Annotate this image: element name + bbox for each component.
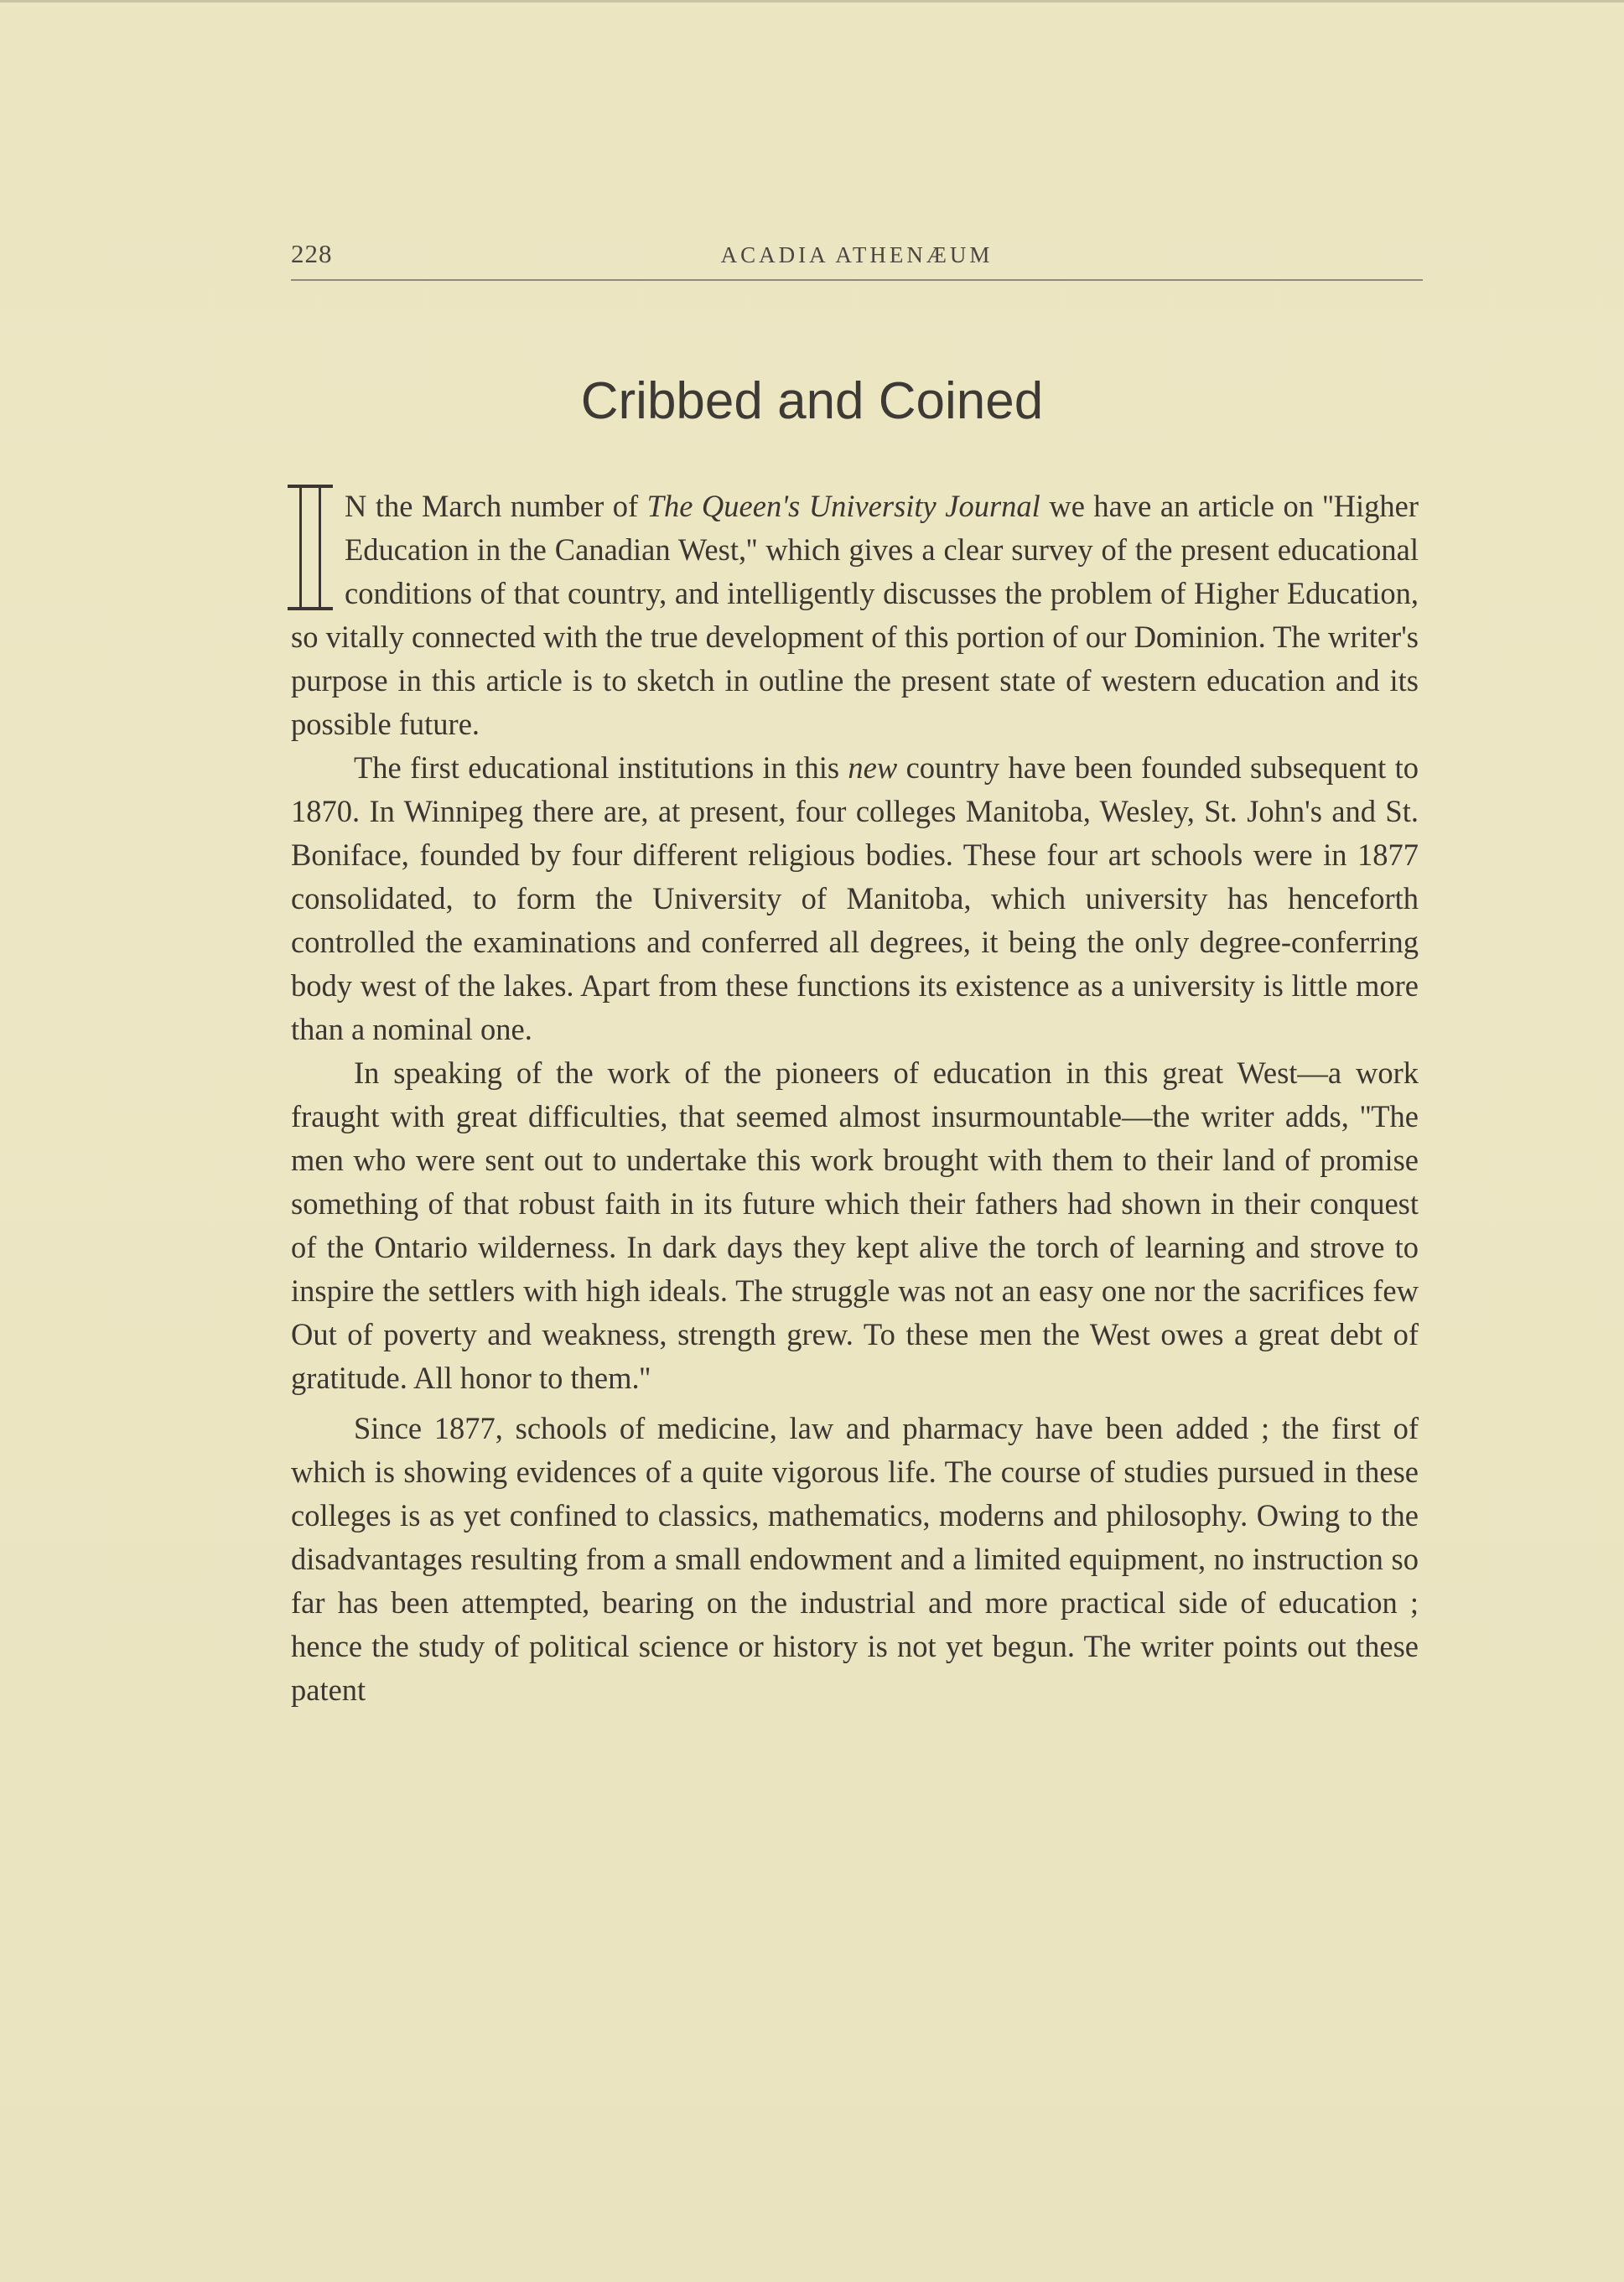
paragraph-3: In speaking of the work of the pioneers of education in this great West—a work fraught with great difficulties, that seemed almost insurmountable—the writer adds, ''The men who were sent out to undertake this work brought with them to their land of promise something of that robust faith in its future which their fathers had shown in their conquest of the Ontario wilderness. In dark days they kept alive the torch of learning and strove to inspire the settlers with high ideals. The struggle was not an easy one nor the sacrifices few Out of poverty and weakness, strength grew. To these men the West owes a great debt of gratitude. All honor to them.'' [291,1055,1419,1395]
paragraph-4: Since 1877, schools of medicine, law and pharmacy have been added ; the first of which is showing evidences of a quite vigorous life. The course of studies pursued in these colleges is as yet confined to classics, mathematics, moderns and philosophy. Owing to the disadvantages resulting from a small endowment and a limited equipment, no instruction so far has been attempted, bearing on the industrial and more practical side of education ; hence the study of political science or history is not yet begun. The writer points out these patent [291,1411,1419,1707]
paragraph-2-text-a: The first educational institutions in this [354,750,848,785]
article-title: Cribbed and Coined [580,372,1044,430]
page-header [291,239,1423,272]
drop-cap [288,485,333,610]
paragraph-1-text-a: N the March number of [345,489,647,523]
journal-title: The Queen's University Journal [646,489,1040,523]
paragraph-2 [291,746,1419,1051]
paragraph-1-text-b: we have an article on ''Higher Education in the Canadian West,'' which gives a clear survey of the present educational conditions of that country, and intelligently discusses the problem of Higher Education, so vitally connected with the true development of this portion of our Dominion. The writer's purpose in this article is to sketch in outline the present state of western education and its possible future. [291,489,1419,741]
running-head: ACADIA ATHENÆUM [720,242,994,267]
drop-cap-stem [299,488,321,607]
paragraph-2-text-b: country have been founded subsequent to 1870. In Winnipeg there are, at present, four colleges Manitoba, Wesley, St. John's and St. Boniface, founded by four different religious bodies. These four art schools were in 1877 consolidated, to form the University of Manitoba, which university has henceforth controlled the examinations and conferred all degrees, it being the only degree-conferring body west of the lakes. Apart from these functions its existence as a university is little more than a nominal one. [291,750,1419,1046]
page-number: 228 [291,239,333,268]
article-body [291,485,1419,1712]
emphasis-new: new [848,750,898,785]
paragraph-1 [291,485,1419,746]
header-rule [291,279,1423,281]
